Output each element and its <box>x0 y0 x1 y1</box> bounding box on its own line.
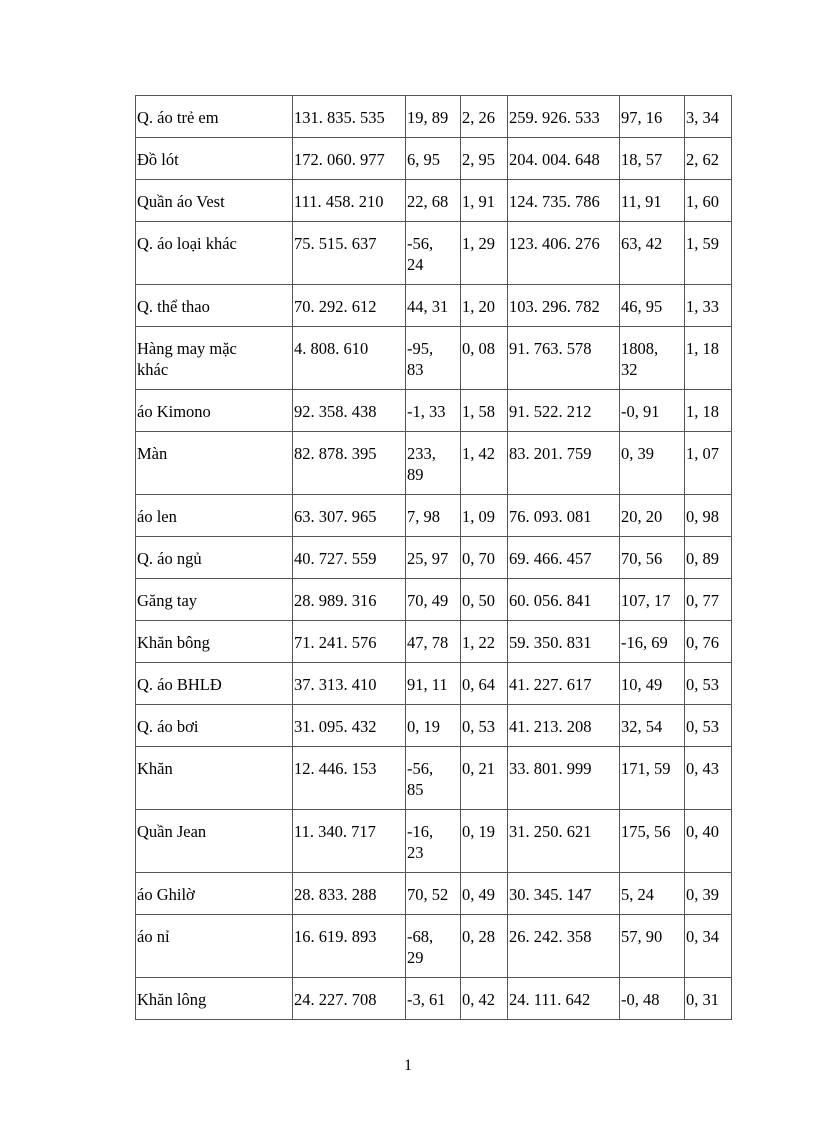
table-cell: 82. 878. 395 <box>293 432 406 495</box>
table-row <box>136 96 732 138</box>
table-cell: 172. 060. 977 <box>293 138 406 180</box>
table-cell: 28. 833. 288 <box>293 873 406 915</box>
table-cell: 76. 093. 081 <box>508 495 620 537</box>
table-cell: 1, 58 <box>461 390 508 432</box>
table-cell: 0, 43 <box>685 747 732 810</box>
table-cell: 92. 358. 438 <box>293 390 406 432</box>
table-cell: -16, 69 <box>620 621 685 663</box>
table-cell: 31. 250. 621 <box>508 810 620 873</box>
table-cell: 0, 28 <box>461 915 508 978</box>
row-label-cell: Q. áo ngủ <box>136 537 293 579</box>
table-row <box>136 138 732 180</box>
table-cell: 0, 39 <box>620 432 685 495</box>
table-cell: 60. 056. 841 <box>508 579 620 621</box>
table-cell: 1, 59 <box>685 222 732 285</box>
table-cell: 1, 20 <box>461 285 508 327</box>
table-cell: 46, 95 <box>620 285 685 327</box>
row-label-cell: Hàng may mặc khác <box>136 327 293 390</box>
table-cell: 12. 446. 153 <box>293 747 406 810</box>
table-cell: 0, 40 <box>685 810 732 873</box>
table-row <box>136 327 732 390</box>
table-cell: -0, 91 <box>620 390 685 432</box>
table-cell: -1, 33 <box>406 390 461 432</box>
table-cell: 57, 90 <box>620 915 685 978</box>
table-cell: 63. 307. 965 <box>293 495 406 537</box>
table-cell: 69. 466. 457 <box>508 537 620 579</box>
table-cell: 0, 89 <box>685 537 732 579</box>
row-label-cell: Q. áo trẻ em <box>136 96 293 138</box>
row-label-cell: Q. thể thao <box>136 285 293 327</box>
row-label-cell: Đồ lót <box>136 138 293 180</box>
table-cell: 44, 31 <box>406 285 461 327</box>
table-cell: 28. 989. 316 <box>293 579 406 621</box>
table-cell: 171, 59 <box>620 747 685 810</box>
table-cell: 1, 18 <box>685 390 732 432</box>
row-label-cell: áo len <box>136 495 293 537</box>
row-label-cell: Găng tay <box>136 579 293 621</box>
row-label-cell: Quần Jean <box>136 810 293 873</box>
table-cell: 10, 49 <box>620 663 685 705</box>
table-row <box>136 915 732 978</box>
table-cell: 91. 522. 212 <box>508 390 620 432</box>
table-row <box>136 579 732 621</box>
table-cell: 0, 31 <box>685 978 732 1020</box>
table-row <box>136 663 732 705</box>
table-cell: 0, 53 <box>685 705 732 747</box>
row-label-cell: Màn <box>136 432 293 495</box>
table-cell: 5, 24 <box>620 873 685 915</box>
table-cell: 7, 98 <box>406 495 461 537</box>
table-cell: -56, 85 <box>406 747 461 810</box>
table-cell: 1, 18 <box>685 327 732 390</box>
row-label-cell: Khăn bông <box>136 621 293 663</box>
table-cell: 0, 21 <box>461 747 508 810</box>
table-cell: 0, 08 <box>461 327 508 390</box>
table-cell: 40. 727. 559 <box>293 537 406 579</box>
table-cell: 1, 33 <box>685 285 732 327</box>
table-cell: 20, 20 <box>620 495 685 537</box>
row-label-cell: áo Kimono <box>136 390 293 432</box>
table-cell: 18, 57 <box>620 138 685 180</box>
table-cell: -16, 23 <box>406 810 461 873</box>
table-row <box>136 285 732 327</box>
table-cell: -56, 24 <box>406 222 461 285</box>
table-cell: 0, 50 <box>461 579 508 621</box>
table-cell: 1, 09 <box>461 495 508 537</box>
table-cell: 71. 241. 576 <box>293 621 406 663</box>
table-cell: 41. 227. 617 <box>508 663 620 705</box>
table-row <box>136 537 732 579</box>
table-cell: 11, 91 <box>620 180 685 222</box>
table-cell: 19, 89 <box>406 96 461 138</box>
table-cell: 0, 34 <box>685 915 732 978</box>
table-cell: 131. 835. 535 <box>293 96 406 138</box>
table-cell: -0, 48 <box>620 978 685 1020</box>
row-label-cell: Khăn <box>136 747 293 810</box>
table-cell: 107, 17 <box>620 579 685 621</box>
row-label-cell: Quần áo Vest <box>136 180 293 222</box>
row-label-cell: Q. áo BHLĐ <box>136 663 293 705</box>
table-row <box>136 390 732 432</box>
table-cell: 70. 292. 612 <box>293 285 406 327</box>
table-cell: 103. 296. 782 <box>508 285 620 327</box>
data-table <box>135 95 732 1020</box>
table-cell: 16. 619. 893 <box>293 915 406 978</box>
table-cell: 47, 78 <box>406 621 461 663</box>
table-cell: 6, 95 <box>406 138 461 180</box>
table-cell: 37. 313. 410 <box>293 663 406 705</box>
table-cell: 31. 095. 432 <box>293 705 406 747</box>
table-cell: 91. 763. 578 <box>508 327 620 390</box>
table-cell: 25, 97 <box>406 537 461 579</box>
page-number: 1 <box>404 1057 412 1074</box>
table-cell: 233, 89 <box>406 432 461 495</box>
table-cell: 11. 340. 717 <box>293 810 406 873</box>
table-cell: -3, 61 <box>406 978 461 1020</box>
table-cell: 33. 801. 999 <box>508 747 620 810</box>
table-cell: 0, 98 <box>685 495 732 537</box>
table-cell: 175, 56 <box>620 810 685 873</box>
row-label-cell: áo Ghilờ <box>136 873 293 915</box>
table-cell: 75. 515. 637 <box>293 222 406 285</box>
table-cell: -68, 29 <box>406 915 461 978</box>
table-cell: 4. 808. 610 <box>293 327 406 390</box>
table-cell: 2, 62 <box>685 138 732 180</box>
table-cell: 111. 458. 210 <box>293 180 406 222</box>
table-cell: -95, 83 <box>406 327 461 390</box>
table-cell: 204. 004. 648 <box>508 138 620 180</box>
table-cell: 91, 11 <box>406 663 461 705</box>
table-cell: 97, 16 <box>620 96 685 138</box>
table-row <box>136 495 732 537</box>
table-cell: 1, 91 <box>461 180 508 222</box>
table-cell: 32, 54 <box>620 705 685 747</box>
table-cell: 3, 34 <box>685 96 732 138</box>
row-label-cell: Q. áo bơi <box>136 705 293 747</box>
table-cell: 0, 70 <box>461 537 508 579</box>
row-label-cell: áo nỉ <box>136 915 293 978</box>
table-row <box>136 978 732 1020</box>
table-cell: 24. 227. 708 <box>293 978 406 1020</box>
table-row <box>136 810 732 873</box>
table-cell: 70, 49 <box>406 579 461 621</box>
table-cell: 22, 68 <box>406 180 461 222</box>
table-row <box>136 621 732 663</box>
table-cell: 0, 49 <box>461 873 508 915</box>
table-cell: 0, 53 <box>685 663 732 705</box>
table-row <box>136 873 732 915</box>
table-cell: 41. 213. 208 <box>508 705 620 747</box>
table-cell: 0, 19 <box>461 810 508 873</box>
table-cell: 0, 42 <box>461 978 508 1020</box>
table-body <box>136 96 732 1020</box>
table-cell: 59. 350. 831 <box>508 621 620 663</box>
table-cell: 0, 64 <box>461 663 508 705</box>
table-cell: 1, 42 <box>461 432 508 495</box>
table-cell: 0, 39 <box>685 873 732 915</box>
table-row <box>136 222 732 285</box>
table-cell: 70, 52 <box>406 873 461 915</box>
table-cell: 2, 26 <box>461 96 508 138</box>
row-label-cell: Q. áo loại khác <box>136 222 293 285</box>
table-cell: 63, 42 <box>620 222 685 285</box>
table-row <box>136 180 732 222</box>
table-cell: 24. 111. 642 <box>508 978 620 1020</box>
table-cell: 0, 19 <box>406 705 461 747</box>
table-row <box>136 747 732 810</box>
table-cell: 70, 56 <box>620 537 685 579</box>
table-cell: 0, 53 <box>461 705 508 747</box>
table-cell: 1, 60 <box>685 180 732 222</box>
table-cell: 30. 345. 147 <box>508 873 620 915</box>
table-cell: 123. 406. 276 <box>508 222 620 285</box>
table-cell: 1, 22 <box>461 621 508 663</box>
table-cell: 0, 77 <box>685 579 732 621</box>
table-cell: 1, 07 <box>685 432 732 495</box>
table-cell: 1, 29 <box>461 222 508 285</box>
table-cell: 0, 76 <box>685 621 732 663</box>
row-label-cell: Khăn lông <box>136 978 293 1020</box>
table-cell: 124. 735. 786 <box>508 180 620 222</box>
table-row <box>136 705 732 747</box>
table-cell: 2, 95 <box>461 138 508 180</box>
table-row <box>136 432 732 495</box>
table-cell: 26. 242. 358 <box>508 915 620 978</box>
table-cell: 83. 201. 759 <box>508 432 620 495</box>
table-cell: 259. 926. 533 <box>508 96 620 138</box>
table-cell: 1808, 32 <box>620 327 685 390</box>
